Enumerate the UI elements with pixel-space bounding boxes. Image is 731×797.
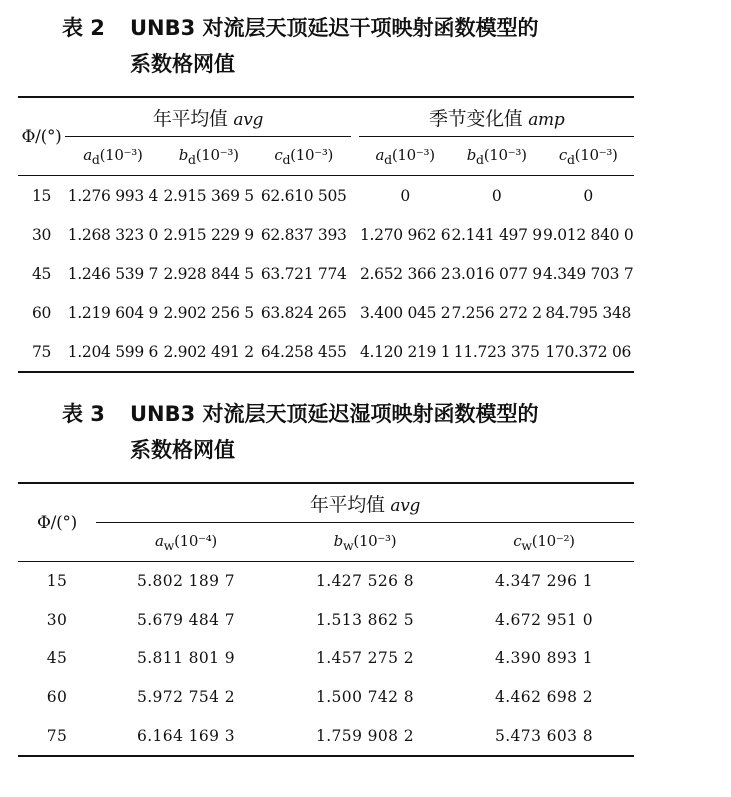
table2-cell: 3.016 077 9 [451, 264, 542, 283]
table2-title-line2: 系数格网值 [130, 52, 235, 76]
table3-col-a: $a_w(10^{-4})$ [96, 523, 276, 562]
table3-cell: 4.390 893 1 [494, 649, 594, 668]
table3-cell: 75 [46, 726, 68, 745]
table3-cell: 6.164 169 3 [136, 726, 236, 745]
table3-cell: 1.427 526 8 [315, 572, 415, 591]
table3-cell: 1.513 862 5 [315, 610, 415, 629]
table3-col-b: $b_w(10^{-3})$ [276, 523, 454, 562]
table2-cell: 2.902 256 5 [163, 303, 254, 322]
table2-cell: 0 [583, 186, 593, 205]
table2-group-amp [359, 97, 634, 137]
table2-cell: 63.721 774 [260, 264, 347, 283]
table2-cell: 0 [491, 186, 502, 205]
table2-col-avg-c: $c_d(10^{-3})$ [257, 137, 351, 176]
table3-caption [62, 396, 539, 468]
table3-cell: 4.672 951 0 [494, 610, 594, 629]
table3-cell: 4.347 296 1 [494, 572, 594, 591]
table3-cell: 1.457 275 2 [315, 649, 415, 668]
table3-title-line2: 系数格网值 [130, 438, 235, 462]
table-row [18, 601, 634, 640]
table2-cell: 1.219 604 9 [67, 303, 159, 322]
table3-label: 表 3 [62, 402, 105, 426]
table2-title-line1: UNB3 对流层天顶延迟干项映射函数模型的 [130, 16, 539, 40]
table3 [18, 482, 634, 757]
table3-group-avg-label: 年平均值 [309, 493, 385, 516]
table3-col-c: $c_w(10^{-2})$ [454, 523, 634, 562]
table2-cell: 64.258 455 [260, 342, 347, 361]
table2-cell: 45 [31, 264, 52, 283]
table2-cell: 2.915 369 5 [163, 186, 254, 205]
table2-cell: 84.795 348 [545, 303, 632, 322]
table3-cell: 5.972 754 2 [136, 688, 236, 707]
table2-cell: 7.256 272 2 [451, 303, 542, 322]
table2-cell: 1.276 993 4 [67, 186, 159, 205]
table2-cell: 3.400 045 2 [359, 303, 451, 322]
table2-cell: 75 [31, 342, 52, 361]
table3-cell: 30 [46, 610, 68, 629]
table2-cell: 11.723 375 [453, 342, 540, 361]
table2-label: 表 2 [62, 16, 105, 40]
table2-cell: 170.372 06 [545, 342, 632, 361]
table3-cell: 1.500 742 8 [315, 688, 415, 707]
table2-group-avg-label: 年平均值 [152, 107, 228, 130]
table2-col-avg-b: $b_d(10^{-3})$ [161, 137, 257, 176]
table3-cell: 5.473 603 8 [494, 726, 594, 745]
table2-cell: 1.246 539 7 [67, 264, 159, 283]
table2-col-amp-b: $b_d(10^{-3})$ [451, 137, 543, 176]
table3-cell: 5.811 801 9 [136, 649, 236, 668]
table2-col-amp-a: $a_d(10^{-3})$ [359, 137, 451, 176]
table3-caption-line1 [62, 396, 539, 432]
table2-group-amp-symbol: amp [528, 109, 565, 130]
table2-cell: 63.824 265 [260, 303, 347, 322]
table2-caption-line1 [62, 10, 539, 46]
table2-cell: 62.610 505 [260, 186, 347, 205]
table2-col-gap [351, 137, 359, 176]
table-row [18, 678, 634, 717]
table2-cell: 60 [31, 303, 52, 322]
table3-group-avg-symbol: avg [390, 495, 421, 516]
table2-row-header: Φ/(°) [18, 97, 65, 176]
table-row [18, 332, 634, 372]
table2-cell: 2.652 366 2 [359, 264, 451, 283]
table2-cell: 2.928 844 5 [163, 264, 254, 283]
table-row [18, 562, 634, 601]
table-row [18, 176, 634, 216]
table3-title-line1: UNB3 对流层天顶延迟湿项映射函数模型的 [130, 402, 539, 426]
table2-cell: 9.012 840 0 [543, 225, 634, 244]
table-row [18, 254, 634, 293]
table2-cell: 1.268 323 0 [67, 225, 159, 244]
table3-cell: 4.462 698 2 [494, 688, 594, 707]
table2-cell: 2.902 491 2 [163, 342, 254, 361]
table2-cell: 4.120 219 1 [359, 342, 451, 361]
table-row [18, 215, 634, 254]
table2-cell: 2.141 497 9 [451, 225, 542, 244]
table2-cell: 62.837 393 [260, 225, 347, 244]
table2-group-avg-symbol: avg [233, 109, 264, 130]
table3-row-header: Φ/(°) [18, 483, 96, 562]
table-row [18, 293, 634, 332]
table-row [18, 716, 634, 756]
table2-group-gap [351, 97, 359, 137]
table2-cell: 2.915 229 9 [163, 225, 254, 244]
table3-cell: 60 [46, 688, 68, 707]
table-row [18, 639, 634, 678]
table2-cell: 15 [31, 186, 52, 205]
table3-cell: 45 [46, 649, 68, 668]
table3-cell: 15 [46, 572, 68, 591]
table3-cell: 5.802 189 7 [136, 572, 236, 591]
table2-cell: 0 [400, 186, 410, 205]
table3-cell: 5.679 484 7 [136, 610, 236, 629]
table2-cell: 1.270 962 6 [359, 225, 451, 244]
table3-group-avg [96, 483, 634, 523]
table2-col-avg-a: $a_d(10^{-3})$ [65, 137, 161, 176]
table2 [18, 96, 634, 373]
table2-cell: 30 [31, 225, 52, 244]
table3-cell: 1.759 908 2 [315, 726, 415, 745]
table2-group-amp-label: 季节变化值 [428, 107, 523, 130]
table2-cell: 4.349 703 7 [543, 264, 634, 283]
table2-group-avg [65, 97, 351, 137]
table2-caption [62, 10, 539, 82]
table2-col-amp-c: $c_d(10^{-3})$ [542, 137, 634, 176]
table2-cell: 1.204 599 6 [67, 342, 159, 361]
